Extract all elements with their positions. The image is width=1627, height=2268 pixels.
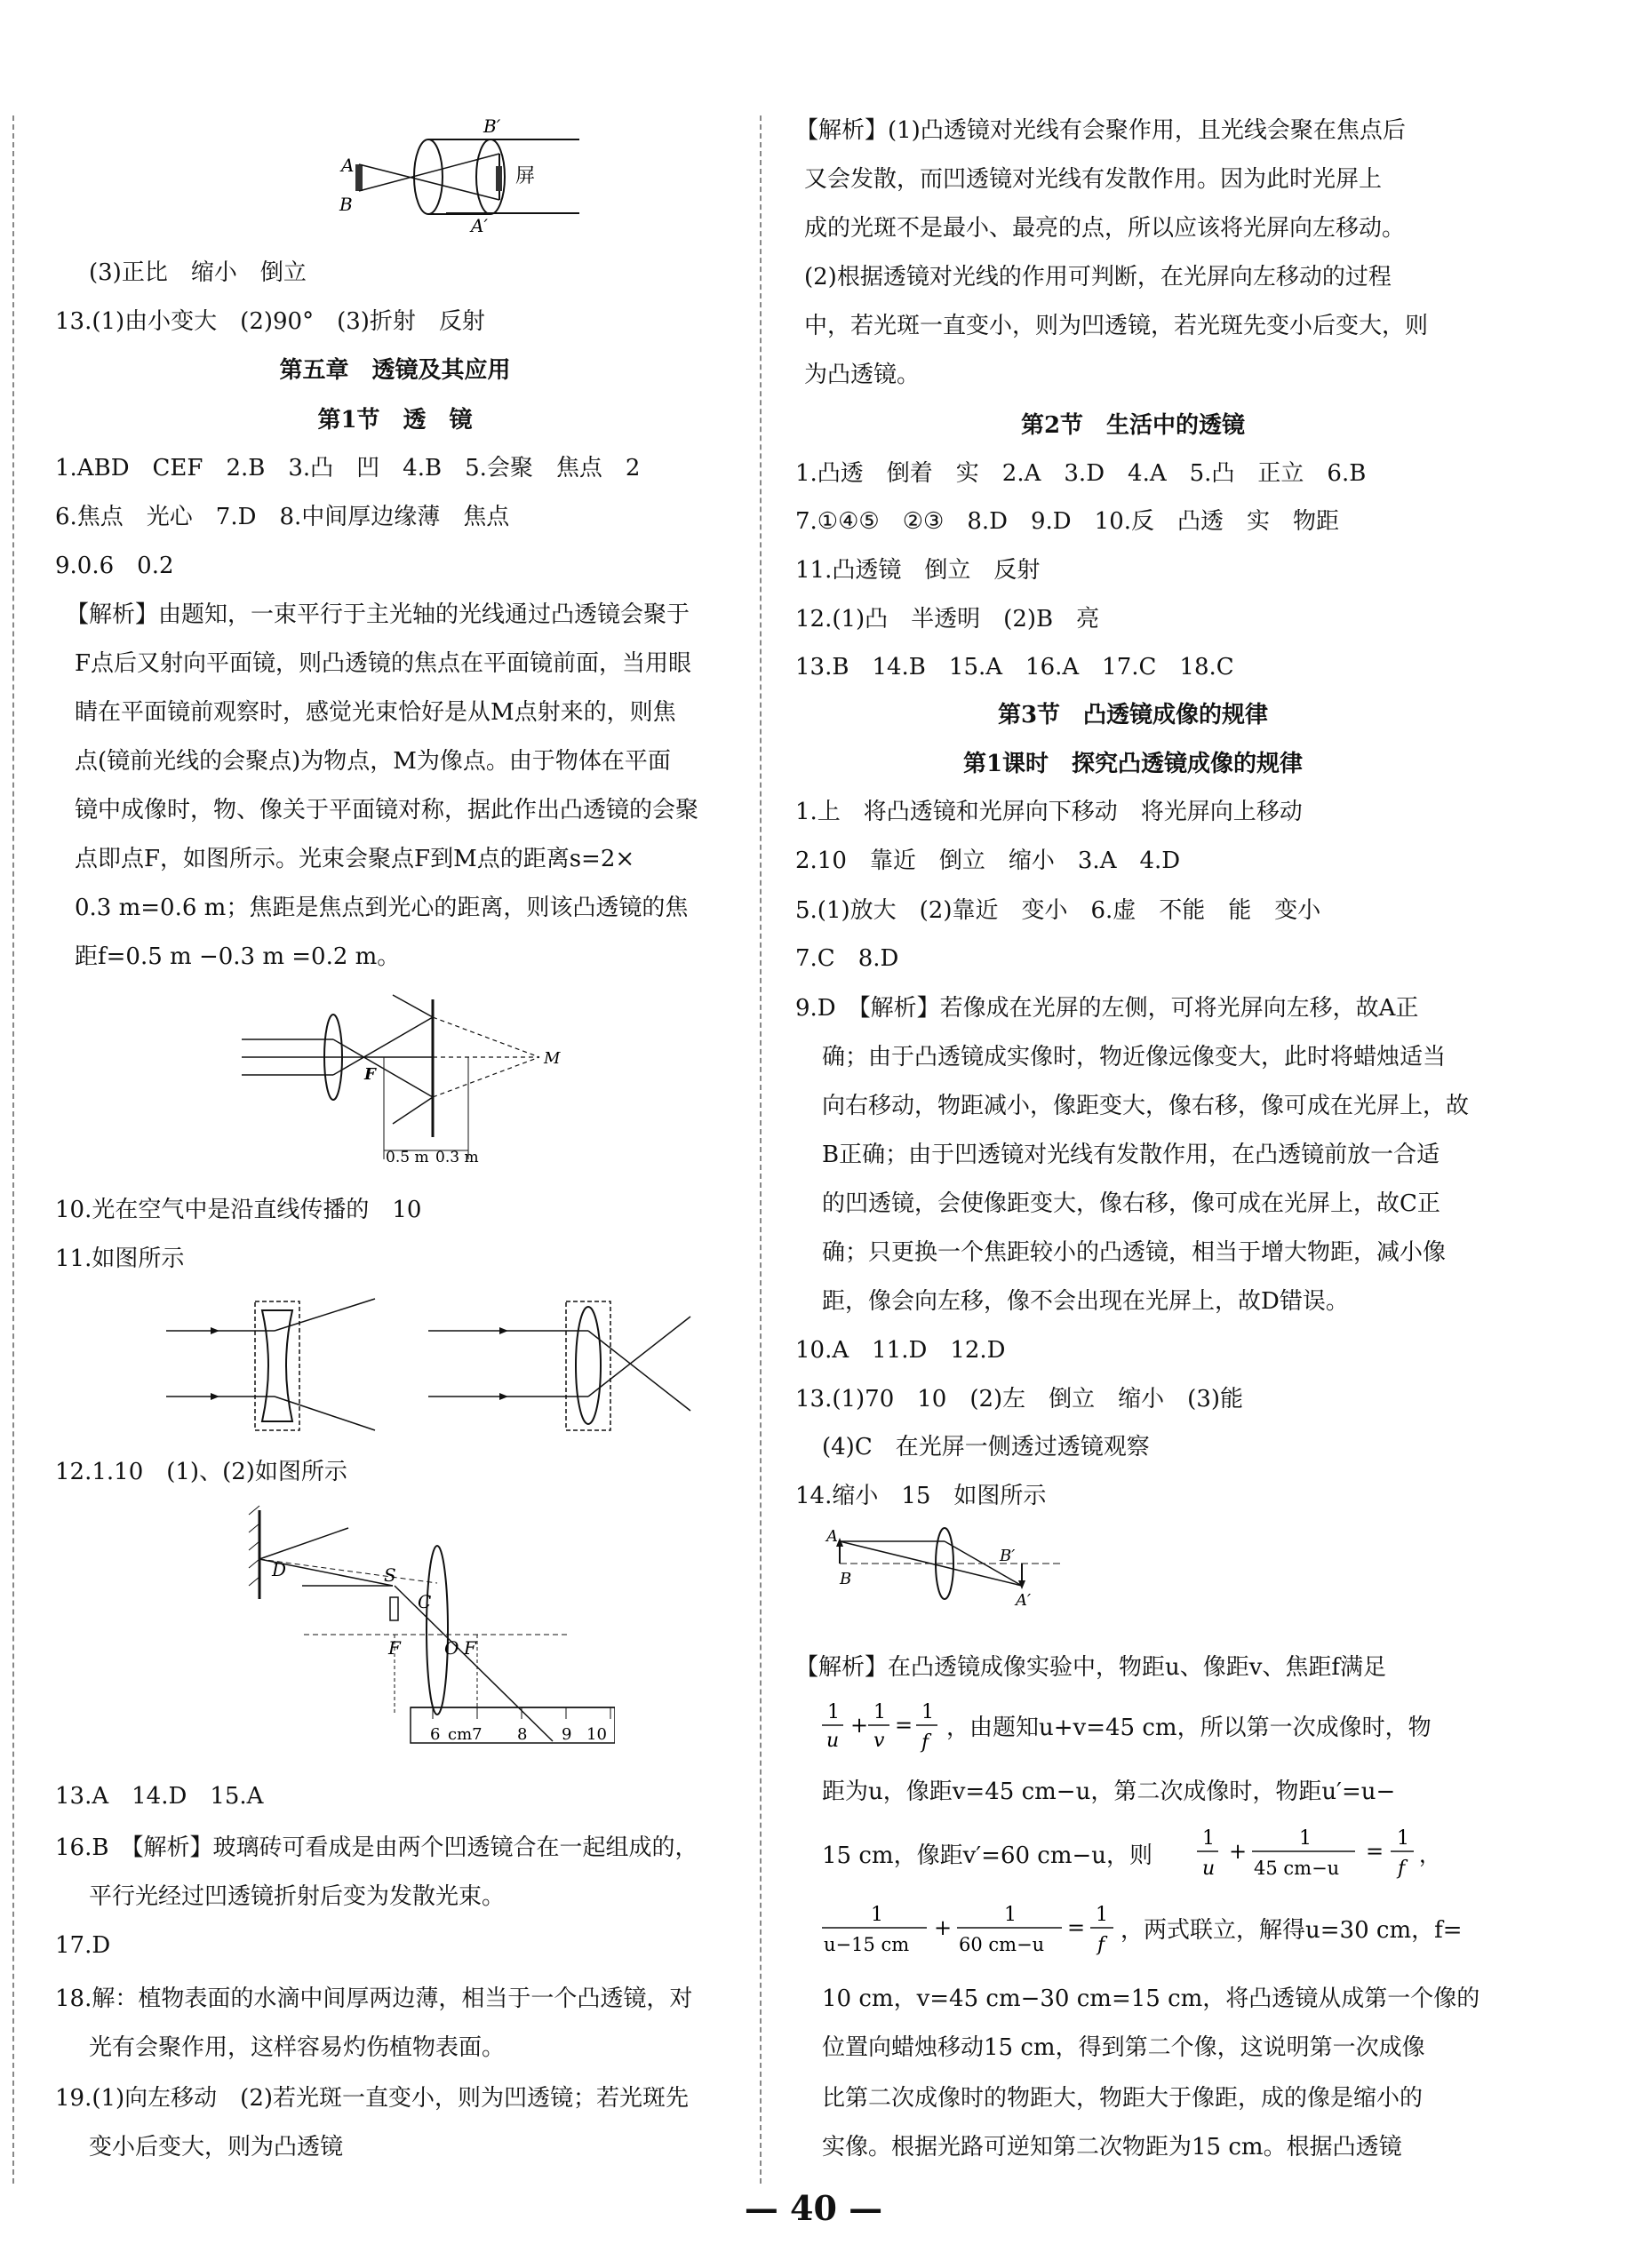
den: f [1398,1858,1406,1880]
analysis-line: 0.3 m=0.6 m；焦距是焦点到光心的距离，则该凸透镜的焦 [75,895,689,921]
analysis-line: ，两式联立，解得u=30 cm，f= [1121,1917,1463,1944]
num: 1 [1096,1904,1108,1926]
analysis-line: 为凸透镜。 [804,362,921,388]
num: 1 [1397,1827,1409,1850]
label-A: A [826,1527,838,1546]
num: 1 [1299,1827,1312,1850]
equation-second [822,1899,1097,1963]
section-title: 第3节 凸透镜成像的规律 [997,702,1269,728]
answer-line: 10.A 11.D 12.D [795,1337,1006,1364]
answer-line: 18.解：植物表面的水滴中间厚两边薄，相当于一个凸透镜，对 [55,1985,693,2012]
ruler-tick: cm7 [448,1725,483,1744]
analysis-line: 10 cm，v=45 cm−30 cm=15 cm，将凸透镜从成第一个像的 [822,1985,1480,2012]
label-O: O [444,1637,459,1659]
label-B-prime: B′ [1000,1547,1016,1565]
analysis-line: (2)根据透镜对光线的作用可判断，在光屏向左移动的过程 [804,264,1392,290]
den: f [1097,1934,1105,1956]
analysis-line: 向右移动，物距减小，像距变大，像右移，像可成在光屏上，故 [822,1093,1470,1119]
den: 45 cm−u [1254,1858,1340,1879]
label-B: B [339,194,353,215]
num: 1 [873,1701,886,1723]
analysis-line: 【解析】由题知，一束平行于主光轴的光线通过凸透镜会聚于 [66,601,690,628]
analysis-line: 【解析】(1)凸透镜对光线有会聚作用，且光线会聚在焦点后 [795,117,1406,144]
figure-lens-mirror [233,991,570,1168]
answer-line: 6.焦点 光心 7.D 8.中间厚边缘薄 焦点 [55,504,510,530]
label-M: M [544,1049,561,1068]
num: 1 [871,1904,883,1926]
answer-line: 光有会聚作用，这样容易灼伤植物表面。 [89,2034,506,2061]
analysis-line: 中，若光斑一直变小，则为凹透镜，若光斑先变小后变大，则 [804,313,1429,339]
analysis-line: 镜中成像时，物、像关于平面镜对称，据此作出凸透镜的会聚 [75,797,699,824]
answer-line: 13.B 14.B 15.A 16.A 17.C 18.C [795,654,1234,680]
op: = [1067,1915,1086,1940]
answer-line: 1.上 将凸透镜和光屏向下移动 将光屏向上移动 [795,799,1303,825]
answer-line: 14.缩小 15 如图所示 [795,1483,1047,1509]
ruler-tick: 9 [562,1725,572,1744]
figure-pinhole-camera [286,111,588,235]
label-A-prime: A′ [471,215,488,235]
ruler-tick: 8 [517,1725,528,1744]
label-F: F [364,1065,376,1084]
analysis-line: 确；由于凸透镜成实像时，物近像远像变大，此时将蜡烛适当 [822,1044,1447,1070]
num: 1 [1202,1827,1215,1850]
den: u [826,1730,840,1752]
figure-convex-lens [428,1288,695,1444]
section-title: 第2节 生活中的透镜 [1020,412,1246,439]
label-S: S [384,1564,396,1586]
answer-line: 13.(1)70 10 (2)左 倒立 缩小 (3)能 [795,1386,1244,1413]
label-A-prime: A′ [1016,1591,1032,1610]
answer-line: 16.B 【解析】玻璃砖可看成是由两个凹透镜合在一起组成的， [55,1834,698,1861]
ruler-tick: 6 [430,1725,441,1744]
analysis-line: 的凹透镜，会使像距变大，像右移，像可成在光屏上，故C正 [822,1190,1440,1217]
figure-mirror-lens-ruler [233,1501,615,1759]
answer-line: 9.0.6 0.2 [55,553,174,579]
label-F-left: F [388,1637,401,1659]
column-divider [760,115,762,2184]
analysis-line: 又会发散，而凹透镜对光线有发散作用。因为此时光屏上 [804,166,1383,193]
chapter-title: 第五章 透镜及其应用 [279,357,511,384]
den: u−15 cm [824,1934,910,1955]
answer-line: 变小后变大，则为凸透镜 [89,2134,344,2161]
answer-line: 10.光在空气中是沿直线传播的 10 [55,1197,422,1223]
num: 1 [921,1701,934,1723]
ruler-tick: 10 [586,1725,607,1744]
label-F-right: F [464,1637,476,1659]
den: 60 cm−u [959,1934,1045,1955]
label-0-5m: 0.5 m [386,1149,429,1166]
answer-line: 13.(1)由小变大 (2)90° (3)折射 反射 [55,308,485,335]
op: + [850,1713,869,1738]
label-A: A [341,155,355,176]
analysis-line: 点即点F，如图所示。光束会聚点F到M点的距离s=2× [75,846,635,872]
analysis-line: 距，像会向左移，像不会出现在光屏上，故D错误。 [822,1288,1349,1315]
den: v [873,1730,885,1752]
label-B: B [840,1570,852,1588]
answer-line: 17.D [55,1932,111,1959]
analysis-line: 距为u，像距v=45 cm−u，第二次成像时，物距u′=u− [822,1779,1396,1805]
answer-line: 7.①④⑤ ②③ 8.D 9.D 10.反 凸透 实 物距 [795,508,1340,535]
answer-line: 2.10 靠近 倒立 缩小 3.A 4.D [795,848,1181,874]
equation-second-rhs [1089,1899,1121,1963]
op: + [1229,1839,1248,1864]
lesson-title: 第1课时 探究凸透镜成像的规律 [962,751,1304,777]
label-D: D [272,1559,287,1580]
answer-line: 19.(1)向左移动 (2)若光斑一直变小，则为凹透镜；若光斑先 [55,2085,690,2112]
figure-14-lens-image [822,1524,1071,1612]
answer-line: 1.ABD CEF 2.B 3.凸 凹 4.B 5.会聚 焦点 2 [55,455,641,481]
section-title: 第1节 透 镜 [317,407,473,434]
op: ， [1419,1842,1440,1867]
answer-line: 12.1.10 (1)、(2)如图所示 [55,1459,347,1485]
analysis-line: 睛在平面镜前观察时，感觉光束恰好是从M点射来的，则焦 [75,699,676,726]
op: + [934,1915,953,1940]
num: 1 [1004,1904,1017,1926]
answer-line: 12.(1)凸 半透明 (2)B 亮 [795,606,1100,633]
op: = [895,1713,913,1738]
answer-line: 1.凸透 倒着 实 2.A 3.D 4.A 5.凸 正立 6.B [795,460,1367,487]
analysis-line: 实像。根据光路可逆知第二次物距为15 cm。根据凸透镜 [822,2134,1402,2161]
label-0-3m: 0.3 m [435,1149,479,1166]
left-margin-line [12,115,14,2184]
analysis-line: 确；只更换一个焦距较小的凸透镜，相当于增大物距，减小像 [822,1239,1447,1266]
answer-line: (3)正比 缩小 倒立 [89,259,307,286]
analysis-line: 比第二次成像时的物距大，物距大于像距，成的像是缩小的 [822,2085,1424,2112]
analysis-line: 【解析】在凸透镜成像实验中，物距u、像距v、焦距f满足 [795,1654,1387,1681]
answer-line: 11.凸透镜 倒立 反射 [795,557,1041,584]
answer-line: 11.如图所示 [55,1245,185,1272]
analysis-line: F点后又射向平面镜，则凸透镜的焦点在平面镜前面，当用眼 [75,650,692,677]
den: f [921,1731,929,1754]
answer-line: 平行光经过凹透镜折射后变为发散光束。 [89,1883,506,1910]
analysis-line: ，由题知u+v=45 cm，所以第一次成像时，物 [946,1715,1432,1741]
answer-line: 13.A 14.D 15.A [55,1783,264,1810]
label-C: C [418,1591,432,1612]
op: = [1366,1839,1384,1864]
equation-first [1197,1823,1464,1887]
analysis-line: 15 cm，像距v′=60 cm−u，则 [822,1842,1153,1869]
num: 1 [827,1701,840,1723]
analysis-line: 距f=0.5 m −0.3 m =0.2 m。 [75,943,401,970]
figure-concave-lens [166,1288,433,1444]
den: u [1202,1858,1216,1880]
answer-line: (4)C 在光屏一侧透过透镜观察 [822,1434,1150,1460]
analysis-line: B正确；由于凹透镜对光线有发散作用，在凸透镜前放一合适 [822,1142,1440,1168]
analysis-line: 位置向蜡烛移动15 cm，得到第二个像，这说明第一次成像 [822,2034,1425,2061]
label-B-prime: B′ [483,115,501,137]
answer-line: 7.C 8.D [795,945,899,972]
analysis-line: 成的光斑不是最小、最亮的点，所以应该将光屏向左移动。 [804,215,1406,242]
answer-line: 5.(1)放大 (2)靠近 变小 6.虚 不能 能 变小 [795,897,1321,924]
page-number: — 40 — [744,2188,883,2228]
analysis-line: 9.D 【解析】若像成在光屏的左侧，可将光屏向左移，故A正 [795,995,1419,1022]
equation-lens-formula [822,1697,946,1759]
label-screen: 屏 [515,165,536,187]
analysis-line: 点(镜前光线的会聚点)为物点，M为像点。由于物体在平面 [75,748,671,775]
